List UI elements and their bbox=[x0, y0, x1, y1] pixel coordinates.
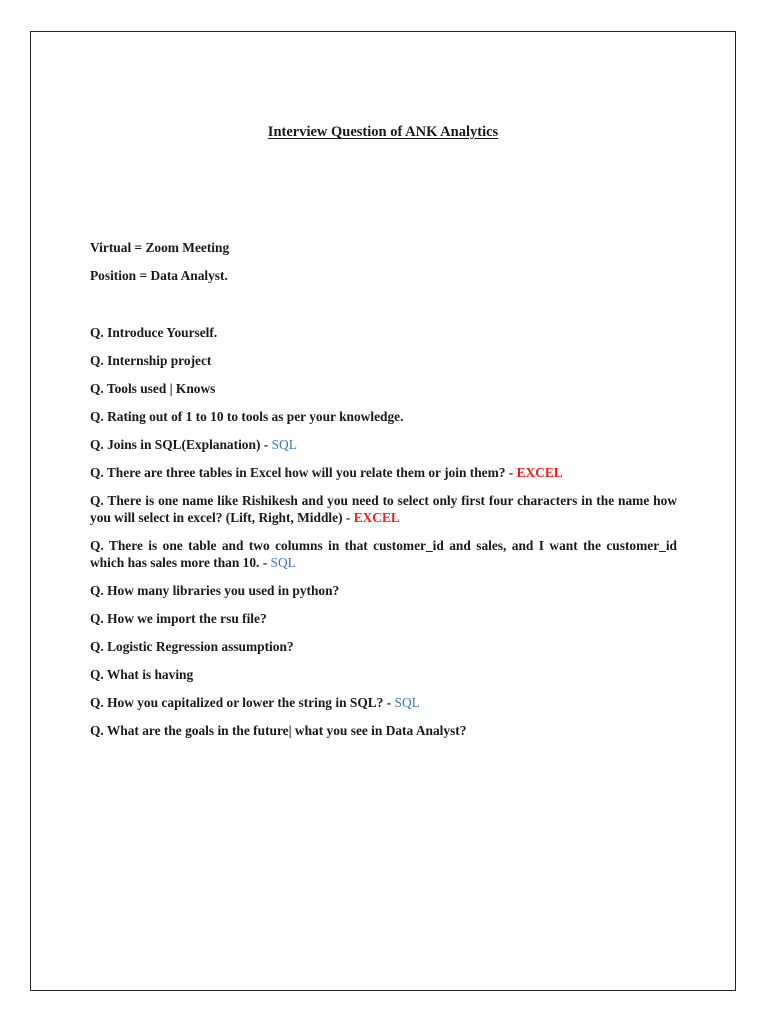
meta-text: Virtual = Zoom Meeting bbox=[90, 240, 230, 255]
question-text: Q. Rating out of 1 to 10 to tools as per your knowledge. bbox=[90, 409, 404, 424]
question-item bbox=[90, 638, 677, 655]
question-item bbox=[90, 492, 677, 526]
document-title bbox=[31, 123, 735, 141]
question-text: Q. Introduce Yourself. bbox=[90, 325, 218, 340]
question-text: Q. How many libraries you used in python? bbox=[90, 583, 340, 598]
topic-tag-sql: SQL bbox=[394, 695, 420, 710]
meta-text: Position = Data Analyst. bbox=[90, 268, 228, 283]
spacer bbox=[90, 295, 677, 324]
document-body bbox=[90, 239, 677, 750]
question-text: Q. What are the goals in the future| what you see in Data Analyst? bbox=[90, 723, 467, 738]
question-item bbox=[90, 408, 677, 425]
question-text: Q. There are three tables in Excel how will you relate them or join them? - bbox=[90, 465, 517, 480]
question-item bbox=[90, 464, 677, 481]
document-title-text: Interview Question of ANK Analytics bbox=[267, 124, 499, 140]
topic-tag-excel: EXCEL bbox=[516, 465, 563, 480]
question-item bbox=[90, 722, 677, 739]
meta-line-interview-mode bbox=[90, 239, 677, 256]
question-text: Q. How you capitalized or lower the string in SQL? - bbox=[90, 695, 395, 710]
question-text: Q. There is one name like Rishikesh and you need to select only first four characters in the name how you will select in excel? (Lift, Right, Middle) - bbox=[90, 493, 677, 525]
question-item bbox=[90, 436, 677, 453]
question-item bbox=[90, 694, 677, 711]
question-item bbox=[90, 666, 677, 683]
question-text: Q. There is one table and two columns in that customer_id and sales, and I want the customer_id which has sales more than 10. - bbox=[90, 538, 677, 570]
question-text: Q. How we import the rsu file? bbox=[90, 611, 267, 626]
question-text: Q. Joins in SQL(Explanation) - bbox=[90, 437, 272, 452]
question-item bbox=[90, 610, 677, 627]
question-text: Q. Logistic Regression assumption? bbox=[90, 639, 294, 654]
question-item bbox=[90, 380, 677, 397]
question-item bbox=[90, 582, 677, 599]
meta-line-position bbox=[90, 267, 677, 284]
question-text: Q. Tools used | Knows bbox=[90, 381, 216, 396]
topic-tag-sql: SQL bbox=[271, 437, 297, 452]
question-text: Q. Internship project bbox=[90, 353, 212, 368]
question-item bbox=[90, 352, 677, 369]
question-text: Q. What is having bbox=[90, 667, 194, 682]
topic-tag-sql: SQL bbox=[270, 555, 296, 570]
question-item bbox=[90, 537, 677, 571]
document-page bbox=[30, 31, 736, 991]
topic-tag-excel: EXCEL bbox=[353, 510, 400, 525]
question-item bbox=[90, 324, 677, 341]
